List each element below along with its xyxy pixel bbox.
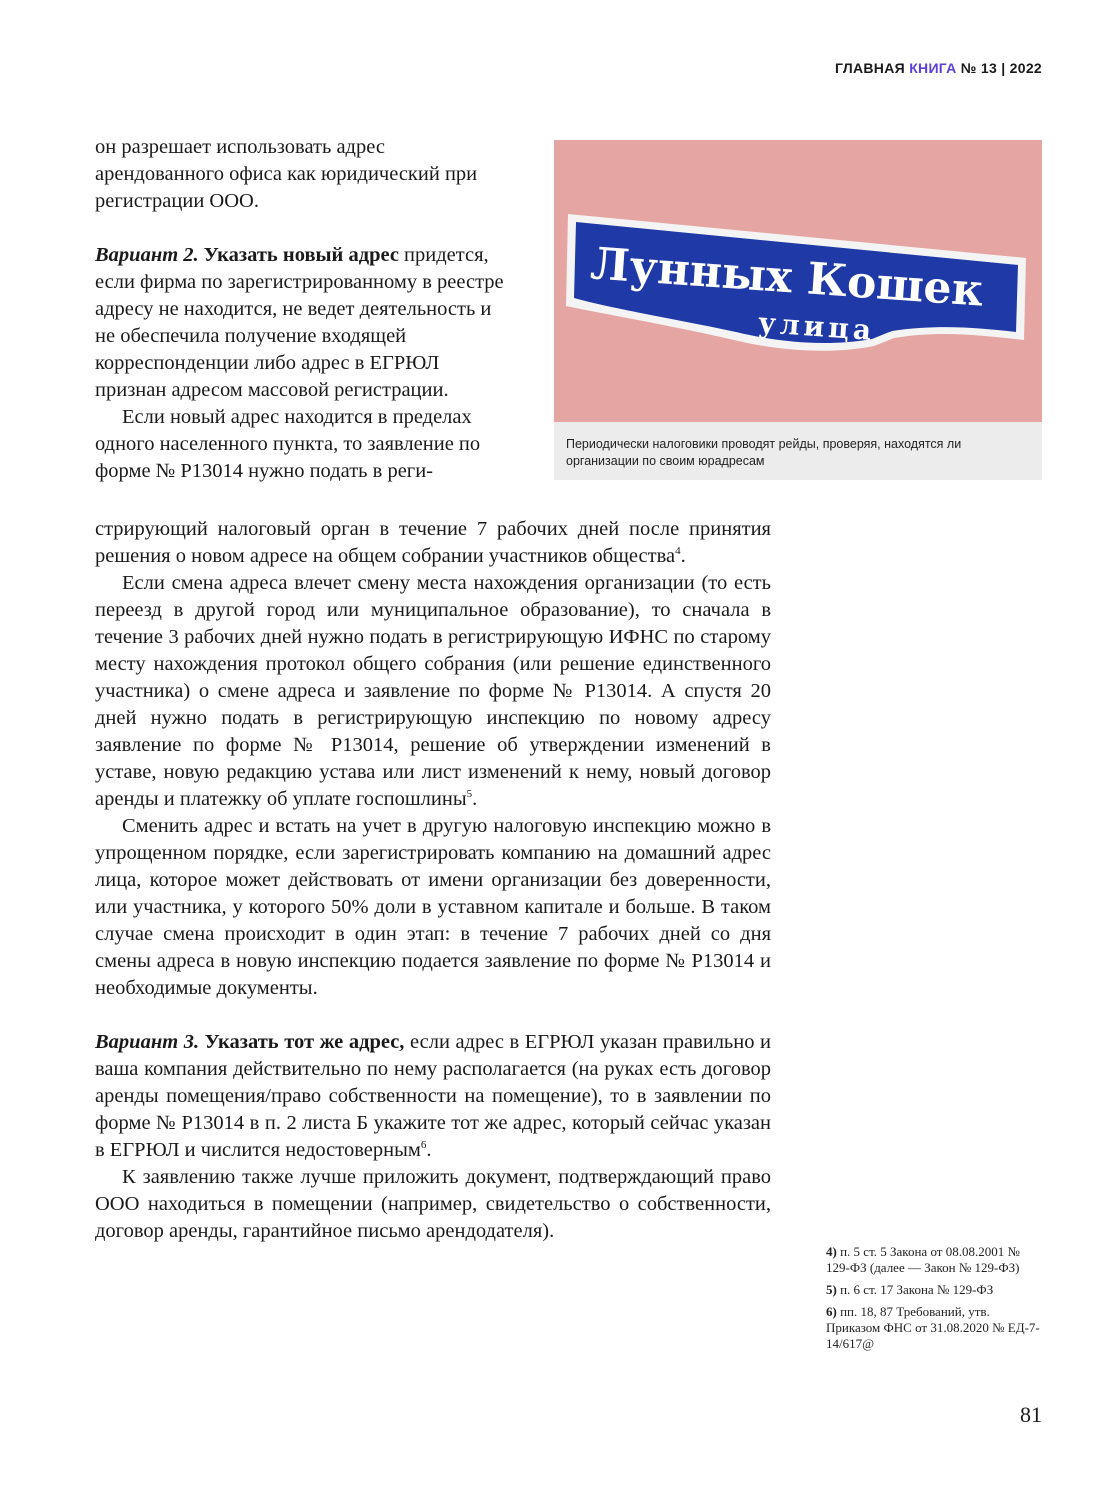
variant2-label: Вариант 2. xyxy=(95,244,199,266)
variant3-p2: К заявлению также лучше приложить документ, подтверждающий право ООО находиться в помещении (например, свидетельство о собственности, договор аренды, гарантийное письмо арендодателя). xyxy=(95,1166,771,1242)
top-column xyxy=(95,134,515,485)
variant2-paragraph xyxy=(95,242,515,404)
brand-name: ГЛАВНАЯ xyxy=(834,60,905,76)
photo-block xyxy=(554,140,1042,480)
footnote-number: 5) xyxy=(826,1282,837,1297)
page-number: 81 xyxy=(1020,1402,1042,1427)
variant2-p3-text: Если смена адреса влечет смену места нахождения организации (то есть переезд в другой город или муниципальное образование), то сначала в течение 3 рабочих дней нужно подать в регистрирующую ИФНС по старому месту нахождения протокол общего собрания (или решение единственного участника) о смене адреса и заявление по форме № Р13014. А спустя 20 дней нужно подать в регистрирующую инспекцию по новому адресу заявление по форме № Р13014, решение об утверждении изменений в уставе, новую редакцию устава или лист изменений к нему, новый договор аренды и платежку об уплате госпошлины xyxy=(95,572,771,810)
street-sign-photo xyxy=(554,140,1042,422)
variant3-heading: Указать тот же адрес, xyxy=(204,1031,405,1053)
variant2-p2-top: Если новый адрес находится в пределах одного населенного пункта, то заявление по форме № Р13014 нужно подать в реги- xyxy=(95,406,481,482)
footnote-6 xyxy=(826,1304,1046,1352)
sign-line2: улица xyxy=(757,305,877,348)
main-column xyxy=(95,516,771,1245)
footnote-ref-5: 5 xyxy=(466,788,473,801)
intro-paragraph: он разрешает использовать адрес арендованного офиса как юридический при регистрации ООО. xyxy=(95,136,478,212)
variant3-label: Вариант 3. xyxy=(95,1031,200,1053)
variant2-text: придется, если фирма по зарегистрированному в реестре адресу не находится, не ведет деятельность и не обеспечила получение входящей корреспонденции либо адрес в ЕГРЮЛ признан адресом массовой регистрации. xyxy=(95,244,504,401)
sign-line1: Лунных Кошек xyxy=(588,238,986,317)
variant2-p4: Сменить адрес и встать на учет в другую налоговую инспекцию можно в упрощенном порядке, если зарегистрировать компанию на домашний адрес лица, которое может действовать от имени организации без доверенности, или участника, у которого 50% доли в уставном капитале и больше. В таком случае смена происходит в один этап: в течение 7 рабочих дней со дня смены адреса в новую инспекцию подается заявление по форме № Р13014 и необходимые документы. xyxy=(95,815,771,999)
footnote-text: п. 6 ст. 17 Закона № 129-ФЗ xyxy=(840,1282,994,1297)
variant2-p2-rest: стрирующий налоговый орган в течение 7 рабочих дней после принятия решения о новом адресе на общем собрании участников общества$^4$. xyxy=(95,518,771,567)
footnote-number: 4) xyxy=(826,1244,837,1259)
variant3-text: если адрес в ЕГРЮЛ указан правильно и ваша компания действительно по нему располагается (на руках есть договор аренды помещения/право собственности на помещение), то в заявлении по форме № Р13014 в п. 2 листа Б укажите тот же адрес, который сейчас указан в ЕГРЮЛ и числится недостоверным xyxy=(95,1031,772,1161)
variant2-p2-rest-text: стрирующий налоговый орган в течение 7 рабочих дней после принятия решения о новом адресе на общем собрании участников общества xyxy=(95,518,771,567)
page-header xyxy=(835,60,1042,76)
issue-number: № 13 | 2022 xyxy=(960,60,1042,76)
footnote-number: 6) xyxy=(826,1304,837,1319)
footnote-5 xyxy=(826,1282,1046,1298)
footnote-ref-6: 6 xyxy=(420,1139,427,1152)
footnote-text: пп. 18, 87 Требований, утв. Приказом ФНС от 31.08.2020 № ЕД-7-14/617@ xyxy=(826,1304,1040,1351)
footnotes xyxy=(826,1244,1046,1358)
photo-caption: Периодически налоговики проводят рейды, проверяя, находятся ли организации по своим юрадресам xyxy=(566,437,962,468)
footnote-4 xyxy=(826,1244,1046,1276)
variant2-p3: Если смена адреса влечет смену места нахождения организации (то есть переезд в другой город или муниципальное образование), то сначала в течение 3 рабочих дней нужно подать в регистрирующую ИФНС по старому месту нахождения протокол общего собрания (или решение единственного участника) о смене адреса и заявление по форме № Р13014. А спустя 20 дней нужно подать в регистрирующую инспекцию по новому адресу заявление по форме № Р13014, решение об утверждении изменений в уставе, новую редакцию устава или лист изменений к нему, новый договор аренды и платежку об уплате госпошлины$^5$. xyxy=(95,572,771,810)
footnote-text: п. 5 ст. 5 Закона от 08.08.2001 № 129-ФЗ (далее — Закон № 129-ФЗ) xyxy=(826,1244,1020,1275)
footnote-ref-4: 4 xyxy=(675,545,681,558)
brand-accent: КНИГА xyxy=(909,60,957,76)
variant2-heading: Указать новый адрес xyxy=(203,244,399,266)
variant3-paragraph: Вариант 3. Указать тот же адрес, если адрес в ЕГРЮЛ указан правильно и ваша компания действительно по нему располагается (на руках есть договор аренды помещения/право собственности на помещение), то в заявлении по форме № Р13014 в п. 2 листа Б укажите тот же адрес, который сейчас указан в ЕГРЮЛ и числится недостоверным$^6$. xyxy=(95,1031,772,1161)
